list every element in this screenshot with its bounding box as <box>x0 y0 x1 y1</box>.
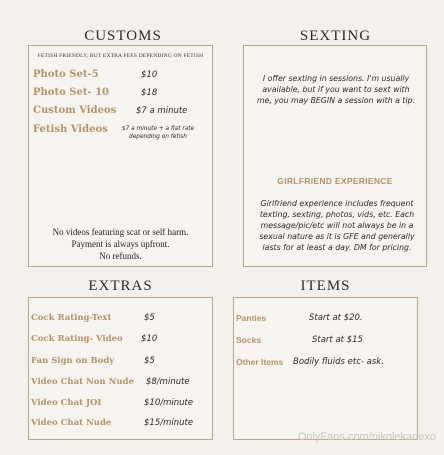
customs-item-label: Fetish Videos <box>33 124 108 135</box>
items-panel <box>233 297 418 440</box>
extras-item-price: $10/minute <box>144 398 194 408</box>
extras-item-price: $10 <box>141 334 158 344</box>
gfe-text: Girlfriend experience includes frequent texting, sexting, photos, vids, etc. Each message/pic/etc will not always be in a sexual nature as it is GFE and generally lasts for at least a day. DM for pricing. <box>259 199 415 252</box>
customs-item-price: $10 <box>141 70 158 80</box>
extras-item-label: Cock Rating- Video <box>31 334 123 344</box>
customs-footer-line: No refunds. <box>99 251 142 261</box>
customs-item-label: Photo Set- 10 <box>33 87 109 98</box>
customs-item-price: $7 a minute <box>136 106 188 116</box>
extras-panel <box>28 297 213 440</box>
customs-title: CUSTOMS <box>84 28 162 44</box>
extras-item-label: Video Chat JOI <box>31 398 102 408</box>
customs-item-price: $18 <box>141 88 158 98</box>
items-item-label: Socks <box>236 335 262 345</box>
sexting-title: SEXTING <box>299 28 372 44</box>
items-item-price: Start at $20. <box>309 313 363 323</box>
extras-item-label: Video Chat Nude <box>31 418 112 428</box>
customs-item-label: Photo Set-5 <box>33 69 99 80</box>
extras-item-price: $5 <box>144 313 155 323</box>
customs-footer-line: No videos featuring scat or self harm. <box>52 227 189 237</box>
customs-panel <box>28 45 213 267</box>
extras-item-price: $5 <box>144 356 155 366</box>
gfe-heading: GIRLFRIEND EXPERIENCE <box>277 176 393 186</box>
extras-item-label: Cock Rating-Text <box>31 313 112 323</box>
extras-item-label: Fan Sign on Body <box>31 356 115 366</box>
watermark-text: OnlyFans.com/nikolekanexo <box>297 431 436 443</box>
customs-item-price: $7 a minute + a flat rate depending on fetish <box>121 126 195 140</box>
extras-item-price: $8/minute <box>146 377 190 387</box>
items-title: ITEMS <box>300 278 351 294</box>
items-item-price: Start at $15 <box>312 335 363 345</box>
extras-item-label: Video Chat Non Nude <box>31 377 134 387</box>
customs-note: FETISH FRIENDLY, BUT EXTRA FEES DEPENDING ON FETISH <box>37 53 204 59</box>
items-item-price: Bodily fluids etc- ask. <box>293 357 384 367</box>
extras-title: EXTRAS <box>88 278 153 294</box>
sexting-panel <box>243 45 427 267</box>
sexting-text: I offer sexting in sessions. I'm usually available, but if you want to sext with me, you may BEGIN a session with a tip. <box>256 74 416 105</box>
items-item-label: Other Items <box>236 357 284 367</box>
extras-item-price: $15/minute <box>144 418 194 428</box>
customs-footer-line: Payment is always upfront. <box>71 239 170 249</box>
customs-item-label: Custom Videos <box>33 105 117 116</box>
items-item-label: Panties <box>236 313 267 323</box>
